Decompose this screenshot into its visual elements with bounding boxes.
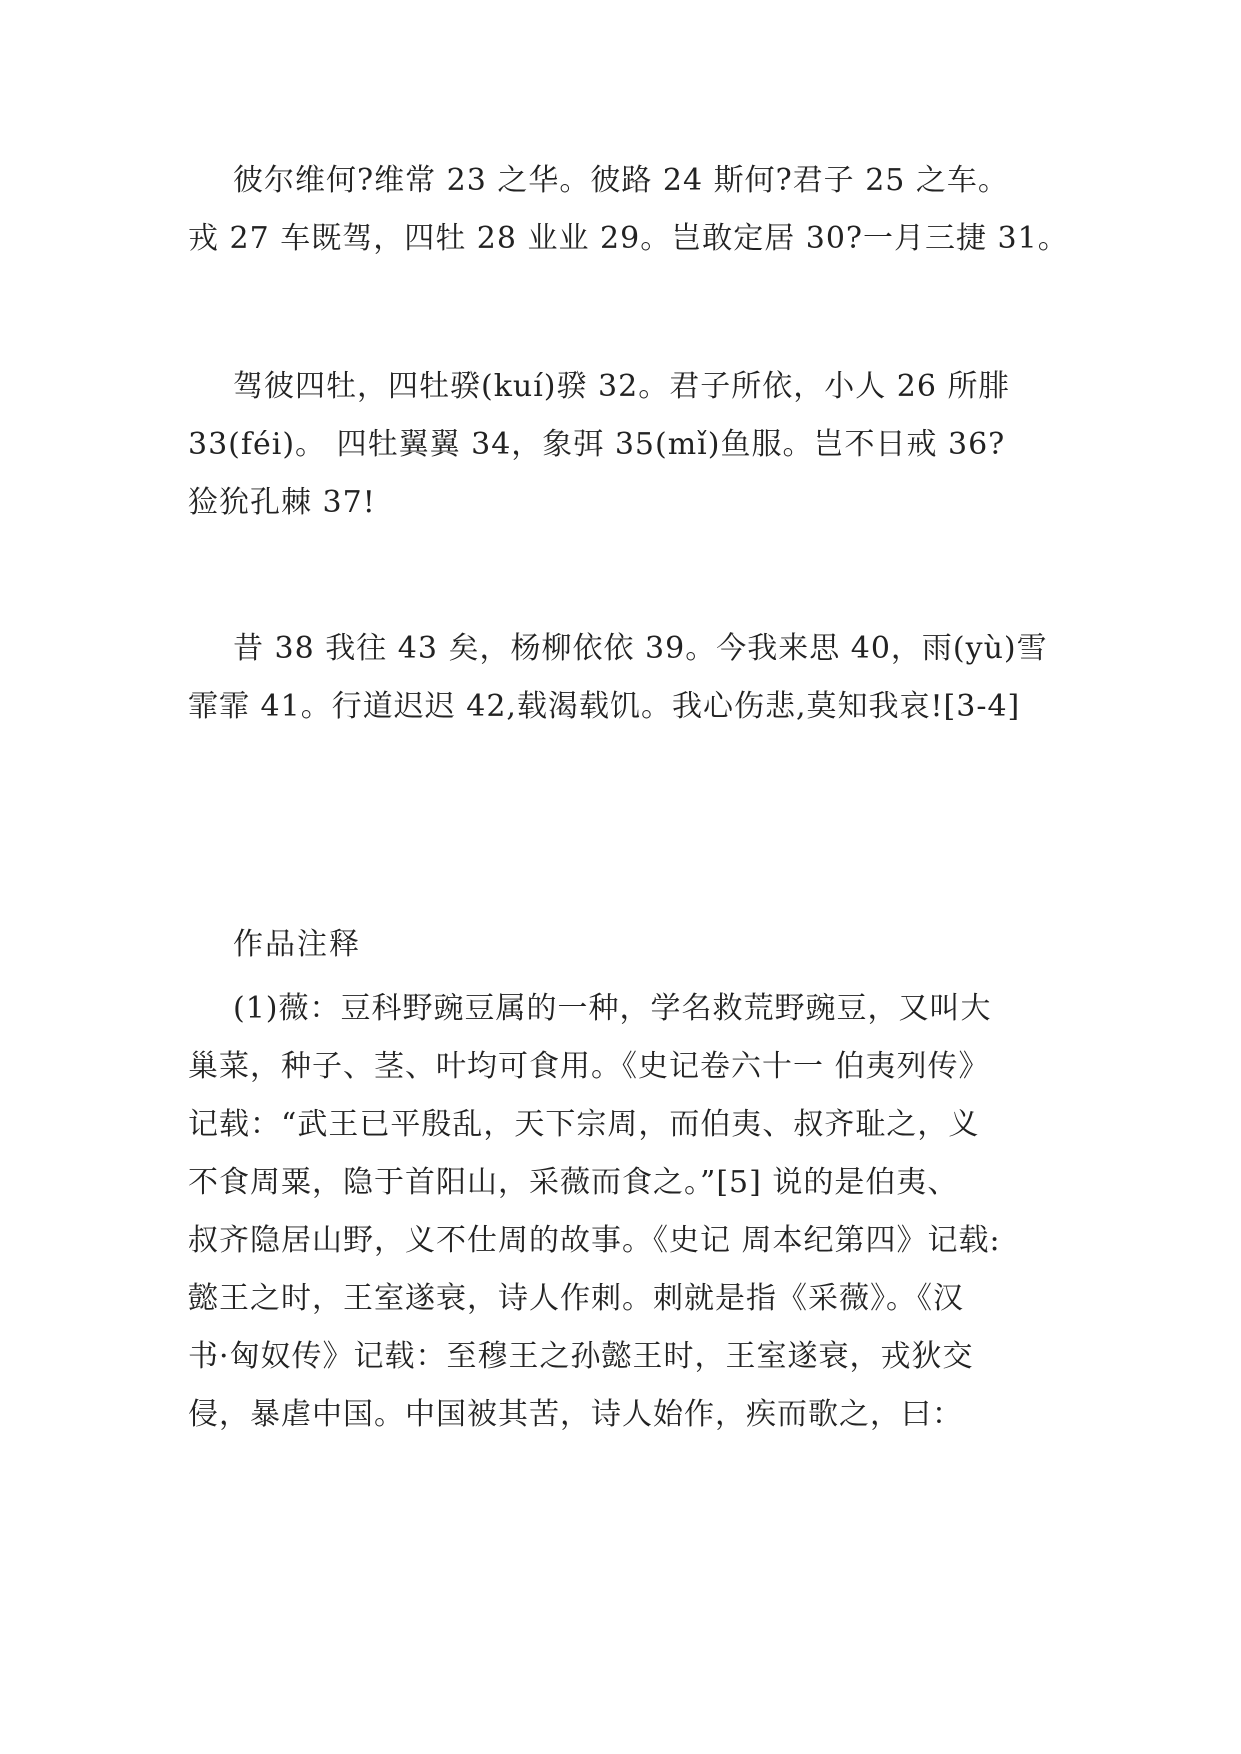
text-line: 记载：“武王已平殷乱，天下宗周，而伯夷、叔齐耻之，义 xyxy=(188,1107,980,1142)
text-line: (1)薇：豆科野豌豆属的一种，学名救荒野豌豆，又叫大 xyxy=(233,991,992,1026)
text-line: 33(féi)。 四牡翼翼 34，象弭 35(mǐ)鱼服。岂不日戒 36? xyxy=(188,427,1006,462)
text-line: 猃狁孔棘 37! xyxy=(188,485,376,520)
text-line: 懿王之时，王室遂衰，诗人作刺。刺就是指《采薇》。《汉 xyxy=(188,1281,964,1316)
text-line: 巢菜，种子、茎、叶均可食用。《史记卷六十一 伯夷列传》 xyxy=(188,1049,990,1084)
poem-stanza-2 xyxy=(188,358,1078,532)
poem-stanza-3 xyxy=(188,620,1078,736)
text-line: 不食周粟，隐于首阳山，采薇而食之。”[5] 说的是伯夷、 xyxy=(188,1165,959,1200)
text-line: 戎 27 车既驾，四牡 28 业业 29。岂敢定居 30?一月三捷 31。 xyxy=(188,221,1069,256)
poem-stanza-1 xyxy=(188,152,1078,268)
text-line: 彼尔维何?维常 23 之华。彼路 24 斯何?君子 25 之车。 xyxy=(233,163,1009,198)
note-paragraph-1 xyxy=(188,980,1078,1444)
text-line: 叔齐隐居山野，义不仕周的故事。《史记 周本纪第四》记载: xyxy=(188,1223,1001,1258)
text-line: 昔 38 我往 43 矣，杨柳依依 39。今我来思 40，雨(yù)雪 xyxy=(233,631,1048,666)
section-heading: 作品注释 xyxy=(233,927,361,962)
text-line: 霏霏 41。行道迟迟 42,载渴载饥。我心伤悲,莫知我哀![3-4] xyxy=(188,689,1021,724)
text-line: 侵，暴虐中国。中国被其苦，诗人始作，疾而歌之，曰： xyxy=(188,1397,963,1432)
text-line: 书·匈奴传》记载：至穆王之孙懿王时，王室遂衰，戎狄交 xyxy=(188,1339,974,1374)
text-line: 驾彼四牡，四牡骙(kuí)骙 32。君子所依，小人 26 所腓 xyxy=(233,369,1010,404)
